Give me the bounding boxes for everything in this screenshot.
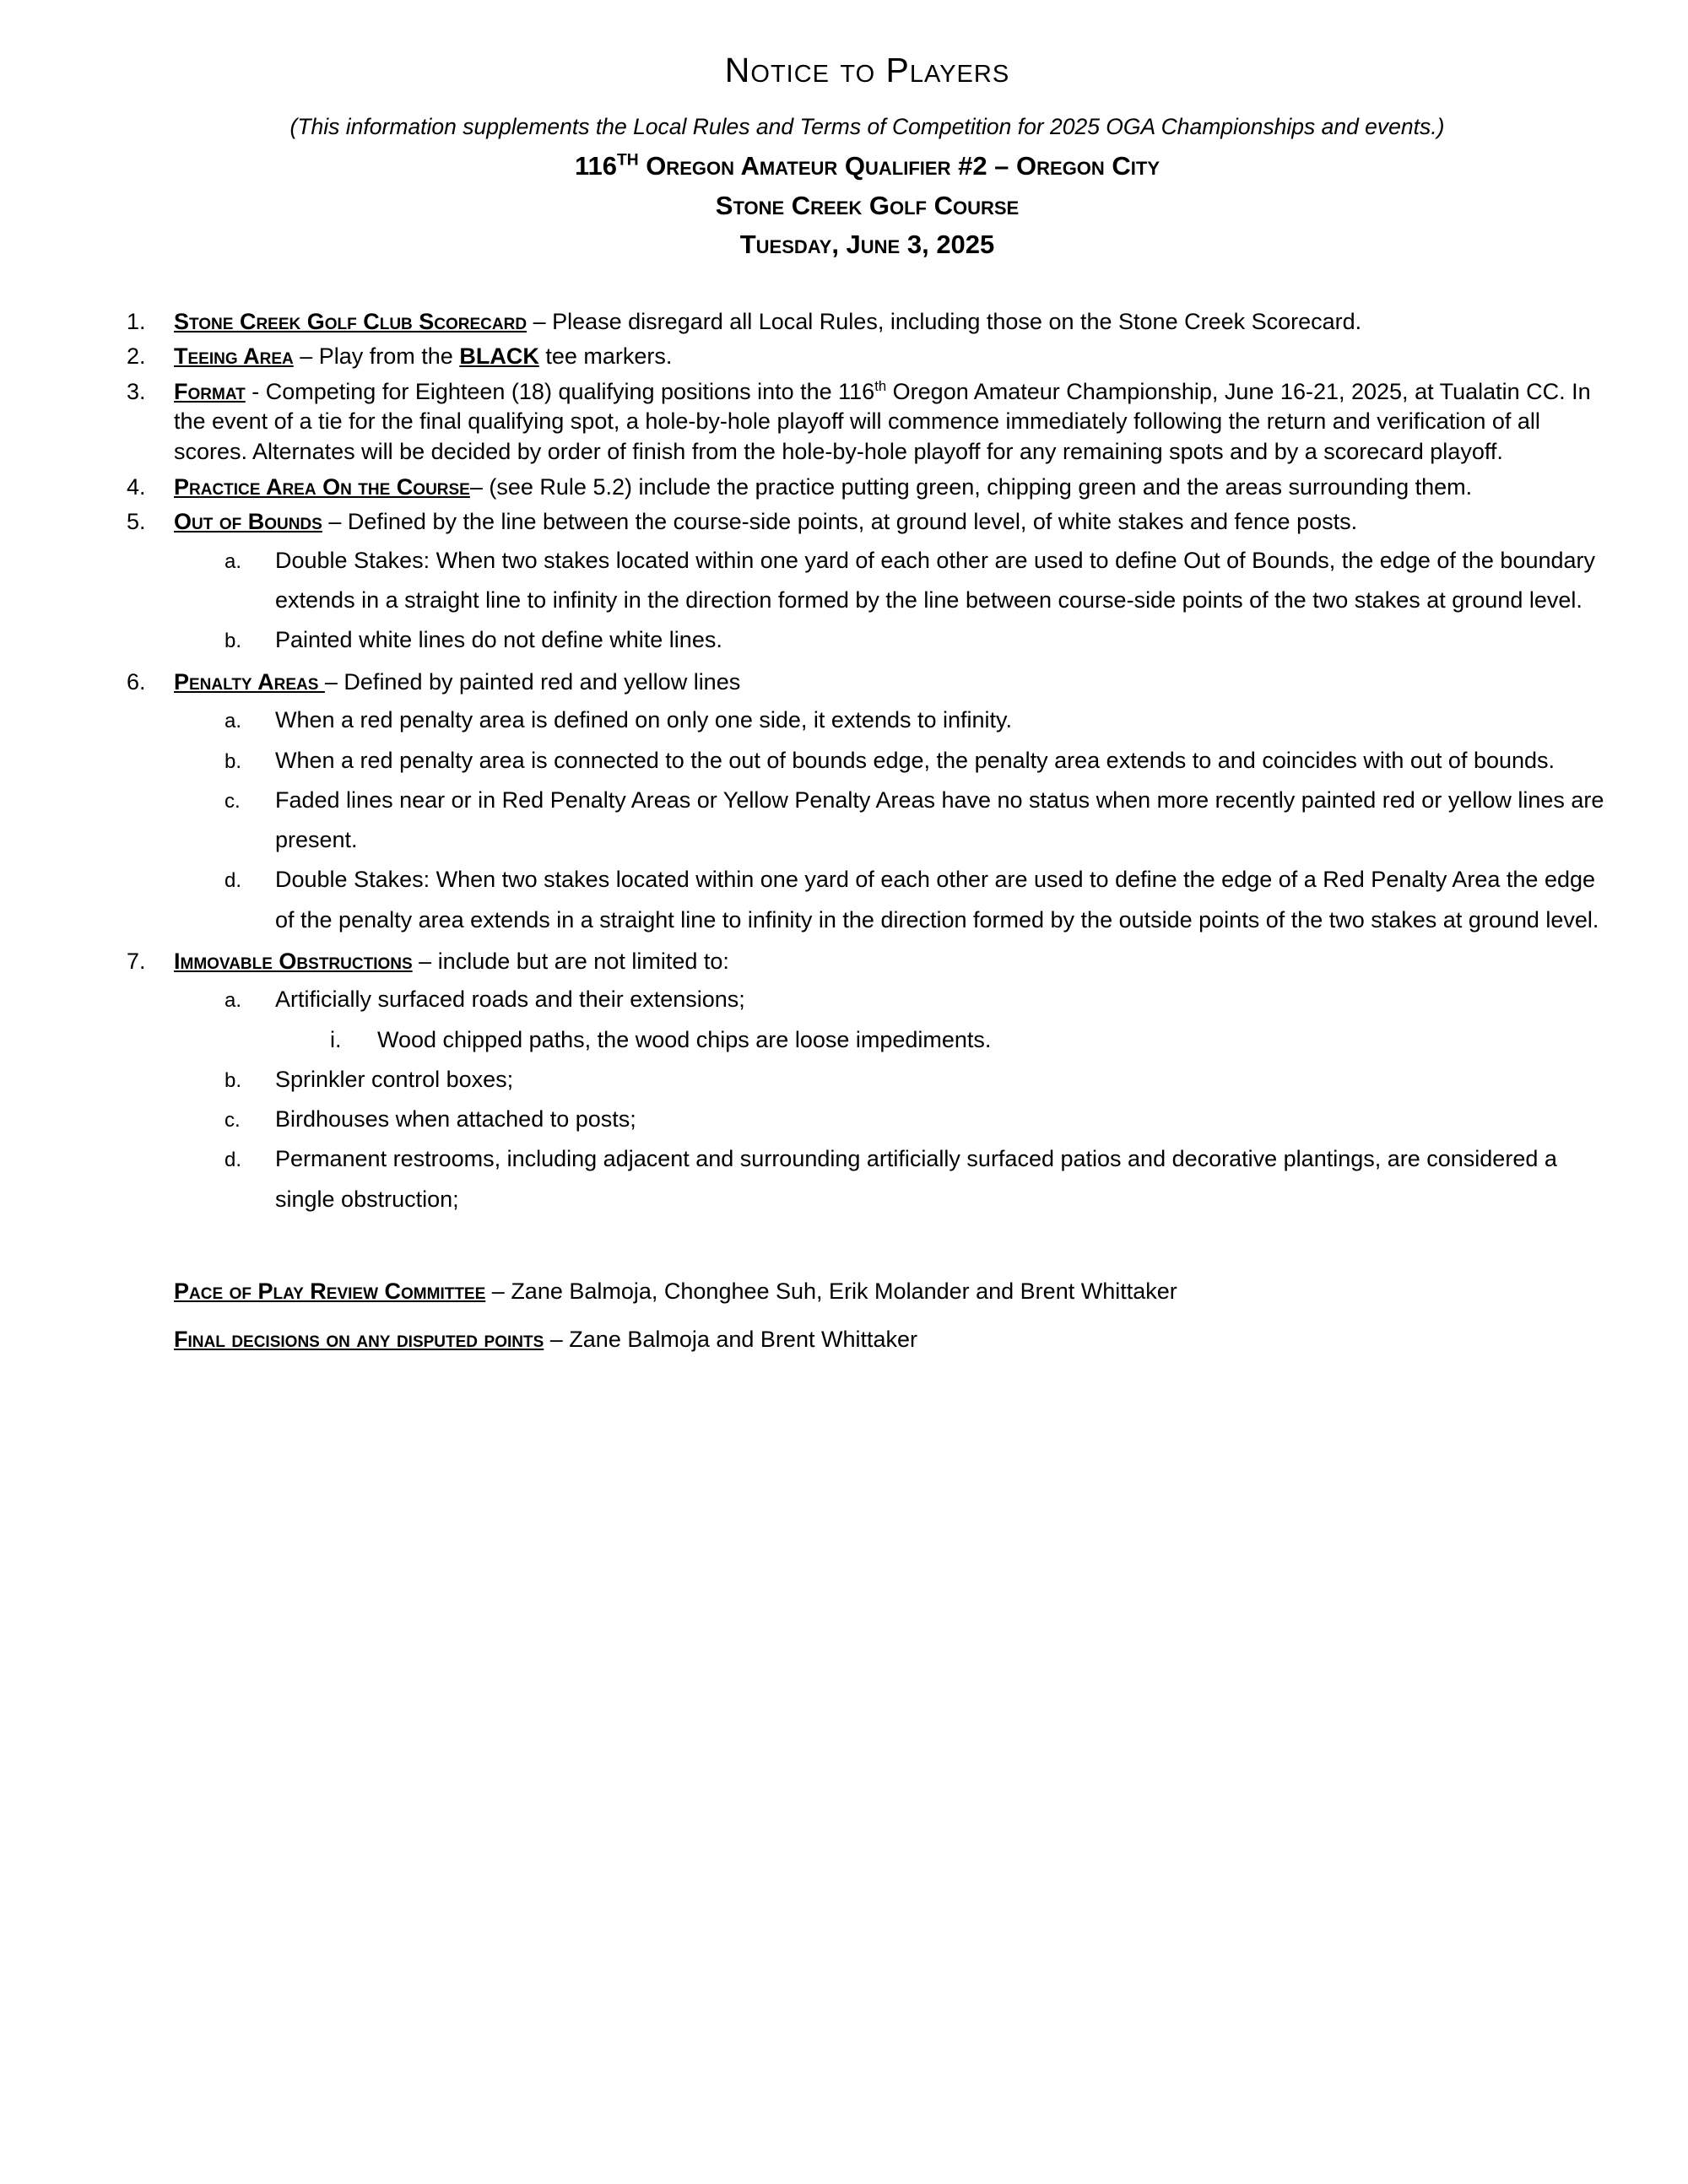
sub-list (174, 700, 1608, 940)
item-number: 2. (127, 343, 146, 370)
sub-sub-item-text: Wood chipped paths, the wood chips are loose impediments. (377, 1026, 992, 1052)
sub-item-letter: a. (225, 710, 242, 733)
event-date-line: Tuesday, June 3, 2025 (739, 230, 995, 259)
sub-item (225, 980, 1608, 1019)
item-content (174, 473, 1608, 503)
sub-item (225, 1060, 1608, 1100)
item-main-text (174, 947, 1608, 977)
item-separator: – (322, 509, 348, 535)
item-main-text (174, 507, 1608, 538)
item-content (174, 668, 1608, 942)
item-number: 6. (127, 668, 146, 695)
item-heading: Format (174, 378, 246, 404)
pace-of-play-line (174, 1273, 1608, 1310)
list-item-teeing-area (127, 342, 1608, 372)
sub-item-text: Birdhouses when attached to posts; (275, 1106, 636, 1133)
list-item-out-of-bounds (127, 507, 1608, 662)
event-heading-block (127, 147, 1608, 265)
item-content (174, 507, 1608, 662)
item-text: Defined by painted red and yellow lines (344, 668, 741, 695)
item-separator: – (412, 948, 438, 974)
item-number: 5. (127, 509, 146, 535)
list-item-practice-area (127, 473, 1608, 503)
sub-item-letter: b. (225, 749, 242, 773)
list-item-penalty-areas (127, 668, 1608, 942)
sub-sub-item-numeral: i. (330, 1026, 342, 1052)
sub-item-text: Sprinkler control boxes; (275, 1066, 514, 1092)
sub-item-letter: b. (225, 630, 242, 653)
ordinal-suffix: th (874, 377, 887, 394)
item-heading: Out of Bounds (174, 509, 322, 535)
sub-item (225, 1139, 1608, 1219)
sub-item (225, 741, 1608, 781)
item-main-text (174, 668, 1608, 698)
item-text: Play from the (318, 343, 460, 370)
sub-item-text: Painted white lines do not define white lines. (275, 627, 722, 653)
item-separator: – (469, 473, 490, 500)
footer-text: Zane Balmoja and Brent Whittaker (569, 1327, 917, 1353)
item-number: 3. (127, 378, 146, 404)
item-number: 7. (127, 948, 146, 974)
sub-item (225, 541, 1608, 621)
item-number: 4. (127, 473, 146, 500)
sub-item-text: Double Stakes: When two stakes located within one yard of each other are used to define Out of Bounds, the edge of the boundary extends in a straight line to infinity in the direction formed by the line between course-side points of the two stakes at ground level. (275, 547, 1595, 614)
sub-item-letter: d. (225, 1149, 242, 1172)
sub-list (174, 541, 1608, 661)
footer-separator: – (485, 1278, 511, 1304)
item-text: Competing for Eighteen (18) qualifying positions into the 116 (265, 378, 875, 404)
item-number: 1. (127, 308, 146, 334)
item-content (174, 947, 1608, 1221)
item-heading: Practice Area On the Course (174, 473, 470, 500)
sub-item-letter: d. (225, 869, 242, 893)
item-text: include but are not limited to: (437, 948, 729, 974)
sub-item-letter: a. (225, 549, 242, 573)
event-title-line (127, 147, 1608, 187)
item-separator: - (245, 378, 266, 404)
item-content (174, 342, 1608, 372)
sub-item-text: When a red penalty area is connected to the out of bounds edge, the penalty area extends to and coincides with out of bounds. (275, 747, 1555, 773)
committee-footer (174, 1273, 1608, 1358)
footer-separator: – (544, 1327, 570, 1353)
event-name: Oregon Amateur Qualifier #2 – Oregon City (638, 151, 1160, 181)
sub-item (225, 1100, 1608, 1139)
page-title: Notice to Players (724, 51, 1010, 89)
item-text: (see Rule 5.2) include the practice putting green, chipping green and the areas surrounding them. (489, 473, 1473, 500)
event-number: 116 (574, 151, 617, 181)
item-content (174, 377, 1608, 468)
list-item-format (127, 377, 1608, 468)
sub-list (174, 980, 1608, 1219)
sub-item (225, 700, 1608, 740)
footer-text: Zane Balmoja, Chonghee Suh, Erik Molander and Brent Whittaker (511, 1278, 1177, 1304)
sub-item-text: Faded lines near or in Red Penalty Areas or Yellow Penalty Areas have no status when more recently painted red or yellow lines are present. (275, 787, 1604, 852)
sub-item-letter: b. (225, 1068, 242, 1092)
rules-list (127, 307, 1608, 1221)
item-separator: – (324, 668, 344, 695)
supplement-note: (This information supplements the Local Rules and Terms of Competition for 2025 OGA Championships and events.) (289, 114, 1445, 139)
item-text: Oregon Amateur Championship, June 16-21, 2025, at Tualatin CC. In the event of a tie for the final qualifying spot, a hole-by-hole playoff will commence immediately following the return and verification of all scores. Alternates will be decided by order of finish from the hole-by-hole playoff for any remaining spots and by a scorecard playoff. (174, 378, 1591, 464)
item-heading: Immovable Obstructions (174, 948, 413, 974)
footer-heading: Final decisions on any disputed points (174, 1327, 544, 1353)
emphasized-word: BLACK (459, 343, 539, 370)
item-heading: Teeing Area (174, 343, 294, 370)
item-separator: – (527, 308, 553, 334)
sub-item-letter: c. (225, 789, 241, 813)
item-text: tee markers. (538, 343, 673, 370)
final-decisions-line (174, 1322, 1608, 1358)
sub-item (225, 860, 1608, 940)
sub-item-letter: a. (225, 989, 242, 1013)
item-separator: – (293, 343, 319, 370)
event-ordinal: TH (616, 151, 639, 170)
sub-item (225, 620, 1608, 660)
item-heading: Stone Creek Golf Club Scorecard (174, 308, 528, 334)
sub-item-text: Permanent restrooms, including adjacent and surrounding artificially surfaced patios and decorative plantings, are considered a single obstruction; (275, 1146, 1557, 1212)
list-item-immovable-obstructions (127, 947, 1608, 1221)
sub-sub-item (330, 1020, 1608, 1060)
sub-item-text: Artificially surfaced roads and their extensions; (275, 987, 745, 1013)
item-text: Defined by the line between the course-side points, at ground level, of white stakes and fence posts. (347, 509, 1358, 535)
event-course-line: Stone Creek Golf Course (715, 190, 1020, 220)
footer-heading: Pace of Play Review Committee (174, 1278, 486, 1304)
sub-item-text: Double Stakes: When two stakes located within one yard of each other are used to define the edge of a Red Penalty Area the edge of the penalty area extends in a straight line to infinity in the direction formed by the outside points of the two stakes at ground level. (275, 867, 1599, 933)
sub-item-letter: c. (225, 1109, 241, 1133)
sub-item-text: When a red penalty area is defined on only one side, it extends to infinity. (275, 707, 1013, 733)
list-item-scorecard (127, 307, 1608, 338)
sub-item (225, 781, 1608, 861)
item-content (174, 307, 1608, 338)
item-text: Please disregard all Local Rules, including those on the Stone Creek Scorecard. (552, 308, 1362, 334)
item-heading: Penalty Areas (174, 668, 325, 695)
